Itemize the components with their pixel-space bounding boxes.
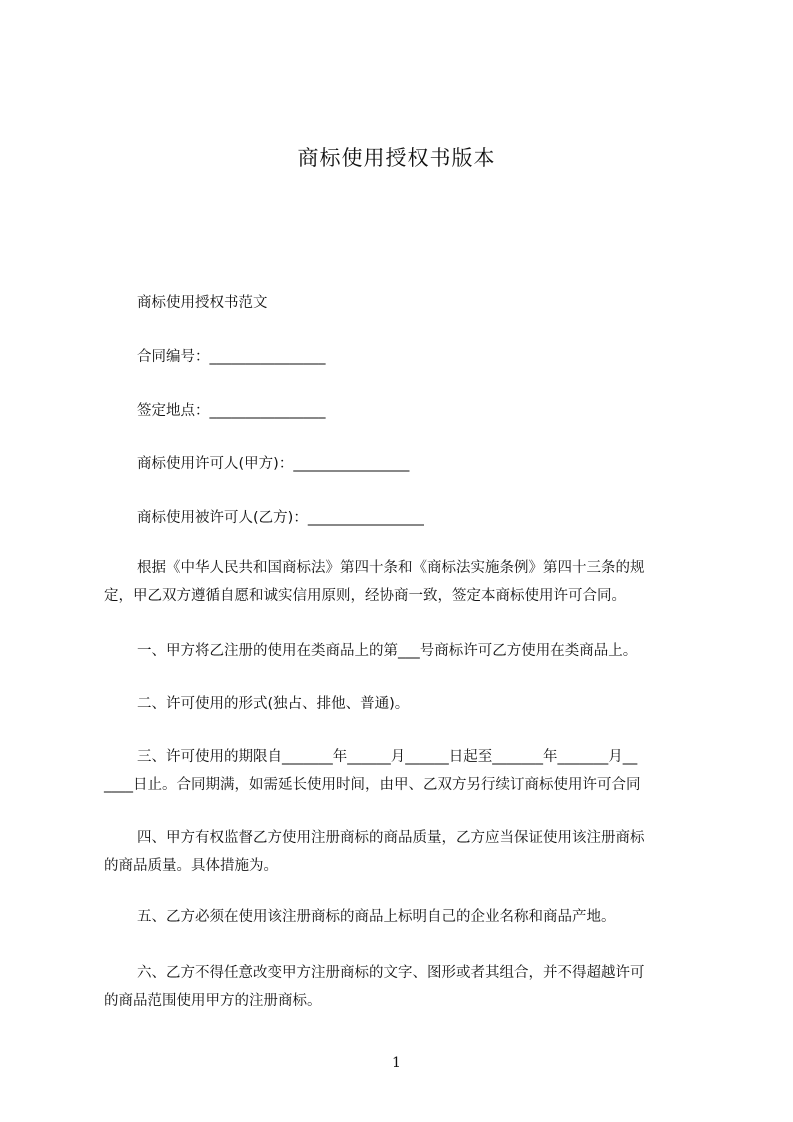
clause-1: 一、甲方将乙注册的使用在类商品上的第___号商标许可乙方使用在类商品上。 — [137, 643, 638, 659]
clause-6-line-2: 的商品范围使用甲方的注册商标。 — [104, 993, 322, 1009]
licensee-field: 商标使用被许可人(乙方)：________________ — [137, 510, 424, 526]
document-title: 商标使用授权书版本 — [297, 146, 496, 170]
clause-4-line-2: 的商品质量。具体措施为。 — [104, 858, 278, 874]
clause-3-line-1: 三、许可使用的期限自_______年______月______日起至_______年_______月__ — [137, 749, 638, 765]
clause-6-line-1: 六、乙方不得任意改变甲方注册商标的文字、图形或者其组合，并不得超越许可 — [137, 965, 645, 981]
preamble-line-1: 根据《中华人民共和国商标法》第四十条和《商标法实施条例》第四十三条的规 — [137, 560, 645, 576]
clause-3-line-2: ____日止。合同期满，如需延长使用时间，由甲、乙双方另行续订商标使用许可合同 — [104, 777, 641, 793]
contract-number-field: 合同编号：________________ — [137, 349, 326, 365]
clause-2: 二、许可使用的形式(独占、排他、普通)。 — [137, 696, 410, 712]
clause-4-line-1: 四、甲方有权监督乙方使用注册商标的商品质量，乙方应当保证使用该注册商标 — [137, 830, 645, 846]
clause-5: 五、乙方必须在使用该注册商标的商品上标明自己的企业名称和商品产地。 — [137, 909, 616, 925]
licensor-field: 商标使用许可人(甲方)：________________ — [137, 456, 410, 472]
sign-place-field: 签定地点：________________ — [137, 403, 326, 419]
page-number: 1 — [392, 1055, 401, 1071]
document-subtitle: 商标使用授权书范文 — [137, 295, 268, 311]
preamble-line-2: 定，甲乙双方遵循自愿和诚实信用原则，经协商一致，签定本商标使用许可合同。 — [104, 588, 626, 604]
